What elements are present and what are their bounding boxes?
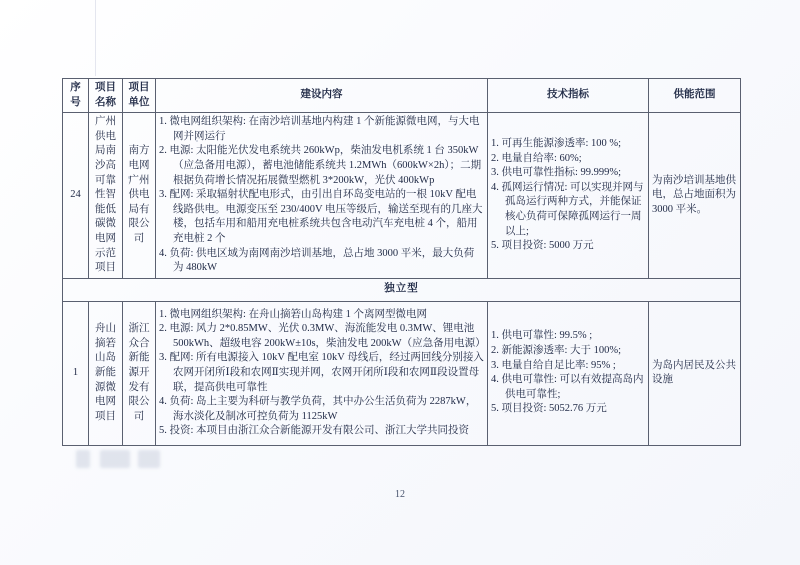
content-item: 2. 电源: 太阳能光伏发电系统共 260kWp，柴油发电机系统 1 台 350kW（应急备用电源），蓄电池储能系统共 1.2MWh（600kW×2h）；二期根据负荷增长情况拓展微型燃机 3*200kW，光伏 400kWp: [159, 145, 482, 186]
table-row-project-24: [63, 113, 741, 279]
header-project-unit: 项目单位: [123, 79, 156, 113]
cell-project-name: 广州供电局南沙高可靠性智能低碳微电网示范项目: [89, 113, 123, 279]
bleedthrough-artifact: [100, 450, 130, 468]
indicator-item: 2. 新能源渗透率: 大于 100%;: [491, 345, 622, 357]
table-row-project-1: [63, 301, 741, 445]
header-no: 序号: [63, 79, 89, 113]
page-number: 12: [395, 489, 405, 500]
header-supply-scope: 供能范围: [649, 79, 741, 113]
indicator-item: 1. 供电可靠性: 99.5% ;: [491, 330, 593, 342]
content-item: 5. 投资: 本项目由浙江众合新能源开发有限公司、浙江大学共同投资: [159, 425, 470, 437]
cell-supply-scope: 为岛内居民及公共设施: [649, 301, 741, 445]
indicator-item: 1. 可再生能源渗透率: 100 %;: [491, 138, 622, 150]
content-item: 1. 微电网组织架构: 在南沙培训基地内构建 1 个新能源微电网，与大电网并网运行: [159, 116, 480, 142]
header-construction-content: 建设内容: [156, 79, 488, 113]
content-item: 3. 配网: 所有电源接入 10kV 配电室 10kV 母线后，经过两回线分别接入农网开闭所Ⅰ段和农网Ⅱ实现并网，农网开闭所Ⅰ段和农网Ⅱ段设置母联，提高供电可靠性: [159, 352, 484, 393]
separator-label: 独立型: [63, 278, 741, 301]
cell-supply-scope: 为南沙培训基地供电，总占地面积为3000 平米。: [649, 113, 741, 279]
indicator-item: 2. 电量自给率: 60%;: [491, 152, 582, 164]
indicator-item: 4. 供电可靠性: 可以有效提高岛内供电可靠性;: [491, 374, 644, 400]
header-project-name: 项目名称: [89, 79, 123, 113]
indicator-item: 3. 供电可靠性指标: 99.999%;: [491, 167, 622, 179]
cell-project-unit: 浙江众合新能源开发有限公司: [123, 301, 156, 445]
bleedthrough-artifact: [76, 450, 90, 468]
table-header-row: [63, 79, 741, 113]
cell-project-unit: 南方电网广州供电局有限公司: [123, 113, 156, 279]
indicator-item: 4. 孤网运行情况: 可以实现并网与孤岛运行两种方式，并能保证核心负荷可保障孤网运行一周以上;: [491, 181, 644, 237]
indicator-item: 5. 项目投资: 5000 万元: [491, 240, 594, 252]
cell-project-name: 舟山摘箬山岛新能源微电网项目: [89, 301, 123, 445]
header-technical-indicators: 技术指标: [488, 79, 649, 113]
indicator-item: 5. 项目投资: 5052.76 万元: [491, 403, 607, 415]
table-section-separator: [63, 278, 741, 301]
content-item: 4. 负荷: 岛上主要为科研与教学负荷，其中办公生活负荷为 2287kW，海水淡化及制冰可控负荷为 1125kW: [159, 396, 477, 422]
project-table: [62, 78, 741, 446]
cell-construction-content: [156, 301, 488, 445]
content-item: 1. 微电网组织架构: 在舟山摘箬山岛构建 1 个离网型微电网: [159, 308, 428, 320]
content-item: 4. 负荷: 供电区域为南网南沙培训基地，总占地 3000 平米，最大负荷为 480kW: [159, 247, 475, 274]
cell-no: 24: [63, 113, 89, 279]
cell-no: 1: [63, 301, 89, 445]
indicator-item: 3. 电量自给自足比率: 95% ;: [491, 359, 616, 371]
content-item: 2. 电源: 风力 2*0.85MW、光伏 0.3MW、海流能发电 0.3MW、锂电池 500kWh、超级电容 200kW±10s，柴油发电 200kW（应急备用电源）: [159, 323, 486, 349]
cell-construction-content: [156, 113, 488, 279]
content-item: 3. 配网: 采取辐射状配电形式，由引出自环岛变电站的一根 10kV 配电线路供电。电源变压至 230/400V 电压等级后，输送至现有的几座大楼，包括车用和船用充电桩系统共包含电动汽车充电桩 4 个，船用充电桩 2 个: [159, 189, 483, 244]
scan-crease-artifact: [95, 0, 96, 76]
bleedthrough-artifact: [138, 450, 160, 468]
cell-technical-indicators: [488, 113, 649, 279]
cell-technical-indicators: [488, 301, 649, 445]
